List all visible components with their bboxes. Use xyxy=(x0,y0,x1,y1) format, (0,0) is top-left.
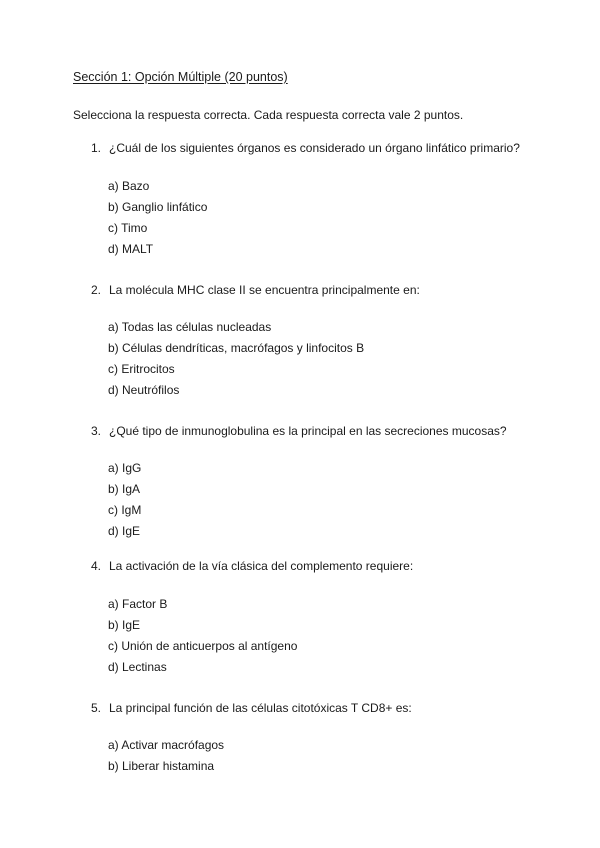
question-text: ¿Qué tipo de inmunoglobulina es la principal en las secreciones mucosas? xyxy=(109,424,507,438)
option-d: d) MALT xyxy=(108,242,154,256)
question-text: La molécula MHC clase II se encuentra principalmente en: xyxy=(109,283,420,297)
option-b: b) IgE xyxy=(108,618,141,632)
option-a: a) Todas las células nucleadas xyxy=(108,320,272,334)
instructions-text: Selecciona la respuesta correcta. Cada respuesta correcta vale 2 puntos. xyxy=(73,108,464,122)
option-b: b) Ganglio linfático xyxy=(108,200,208,214)
question-number: 1. xyxy=(91,141,102,155)
option-b: b) IgA xyxy=(108,482,141,496)
question-text: La activación de la vía clásica del complemento requiere: xyxy=(109,559,414,573)
option-a: a) Activar macrófagos xyxy=(108,738,225,752)
option-a: a) Bazo xyxy=(108,179,150,193)
option-c: c) IgM xyxy=(108,503,142,517)
option-d: d) IgE xyxy=(108,524,141,538)
option-a: a) IgG xyxy=(108,461,142,475)
option-b: b) Liberar histamina xyxy=(108,759,215,773)
option-c: c) Timo xyxy=(108,221,148,235)
question-number: 4. xyxy=(91,559,102,573)
question-text: ¿Cuál de los siguientes órganos es considerado un órgano linfático primario? xyxy=(109,141,520,155)
section-title: Sección 1: Opción Múltiple (20 puntos) xyxy=(73,70,288,84)
option-d: d) Lectinas xyxy=(108,660,167,674)
option-b: b) Células dendríticas, macrófagos y linfocitos B xyxy=(108,341,365,355)
question-number: 3. xyxy=(91,424,102,438)
question-number: 5. xyxy=(91,701,102,715)
question-number: 2. xyxy=(91,283,102,297)
option-a: a) Factor B xyxy=(108,597,168,611)
option-d: d) Neutrófilos xyxy=(108,383,180,397)
option-c: c) Unión de anticuerpos al antígeno xyxy=(108,639,298,653)
question-text: La principal función de las células citotóxicas T CD8+ es: xyxy=(109,701,412,715)
option-c: c) Eritrocitos xyxy=(108,362,175,376)
